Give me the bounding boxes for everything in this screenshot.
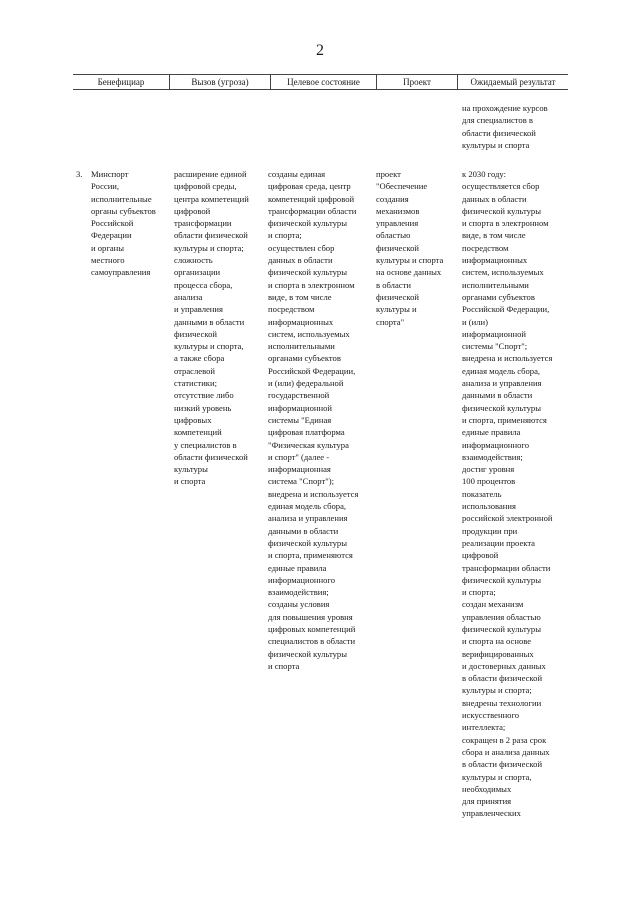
row-number: 3. bbox=[76, 169, 83, 179]
cell-expected-result: к 2030 году: осуществляется сбор данных в области физической культуры и спорта в электронном виде, в том числе посредством информационных систем, используемых исполнительными органами субъектов Российской Федерации, и (или) информационной системы "Спорт"; внедрена и используется единая модель сбора, анализа и управления данными в области физической культуры и спорта, применяются единые правила информационного взаимодействия; достиг уровня 100 процентов показатель использования российской электронной продукции при реализации проекта цифровой трансформации области физической культуры и спорта; создан механизм управления областью физической культуры и спорта на основе верифицированных и достоверных данных в области физической культуры и спорта; внедрены технологии искусственного интеллекта; сокращен в 2 раза срок сбора и анализа данных в области физической культуры и спорта, необходимых для принятия управленческих bbox=[462, 169, 553, 819]
page-number: 2 bbox=[316, 42, 324, 59]
cell-project: проект "Обеспечение создания механизмов управления областью физической культуры и спорта на основе данных в области физической культуры и спорта" bbox=[376, 169, 444, 327]
header-project: Проект bbox=[403, 77, 431, 87]
cell-target-state: созданы единая цифровая среда, центр компетенций цифровой трансформации области физической культуры и спорта; осуществлен сбор данных в области физической культуры и спорта в электронном виде, в том числе посредством информационных систем, используемых исполнительными органами субъектов Российской Федерации, и (или) федеральной государственной информационной системы "Единая цифровая платформа "Физическая культура и спорт" (далее - информационная система "Спорт"); внедрена и используется единая модель сбора, анализа и управления данными в области физической культуры и спорта, применяются единые правила информационного взаимодействия; созданы условия для повышения уровня цифровых компетенций специалистов в области физической культуры и спорта bbox=[268, 169, 359, 671]
header-target-state: Целевое состояние bbox=[287, 77, 360, 87]
cell-beneficiary: Минспорт России, исполнительные органы субъектов Российской Федерации и органы местного самоуправления bbox=[91, 169, 156, 278]
header-expected-result: Ожидаемый результат bbox=[470, 77, 556, 87]
header-beneficiary: Бенефициар bbox=[97, 77, 145, 87]
header-challenge: Вызов (угроза) bbox=[191, 77, 249, 87]
continuation-text: на прохождение курсов для специалистов в области физической культуры и спорта bbox=[462, 103, 548, 150]
results-table bbox=[73, 74, 568, 90]
cell-challenge: расширение единой цифровой среды, центра компетенций цифровой трансформации области физической культуры и спорта; сложность организации процесса сбора, анализа и управления данными в области физической культуры и спорта, а также сбора отраслевой статистики; отсутствие либо низкий уровень цифровых компетенций у специалистов в области физической культуры и спорта bbox=[174, 169, 249, 487]
table-header-row bbox=[73, 74, 568, 90]
